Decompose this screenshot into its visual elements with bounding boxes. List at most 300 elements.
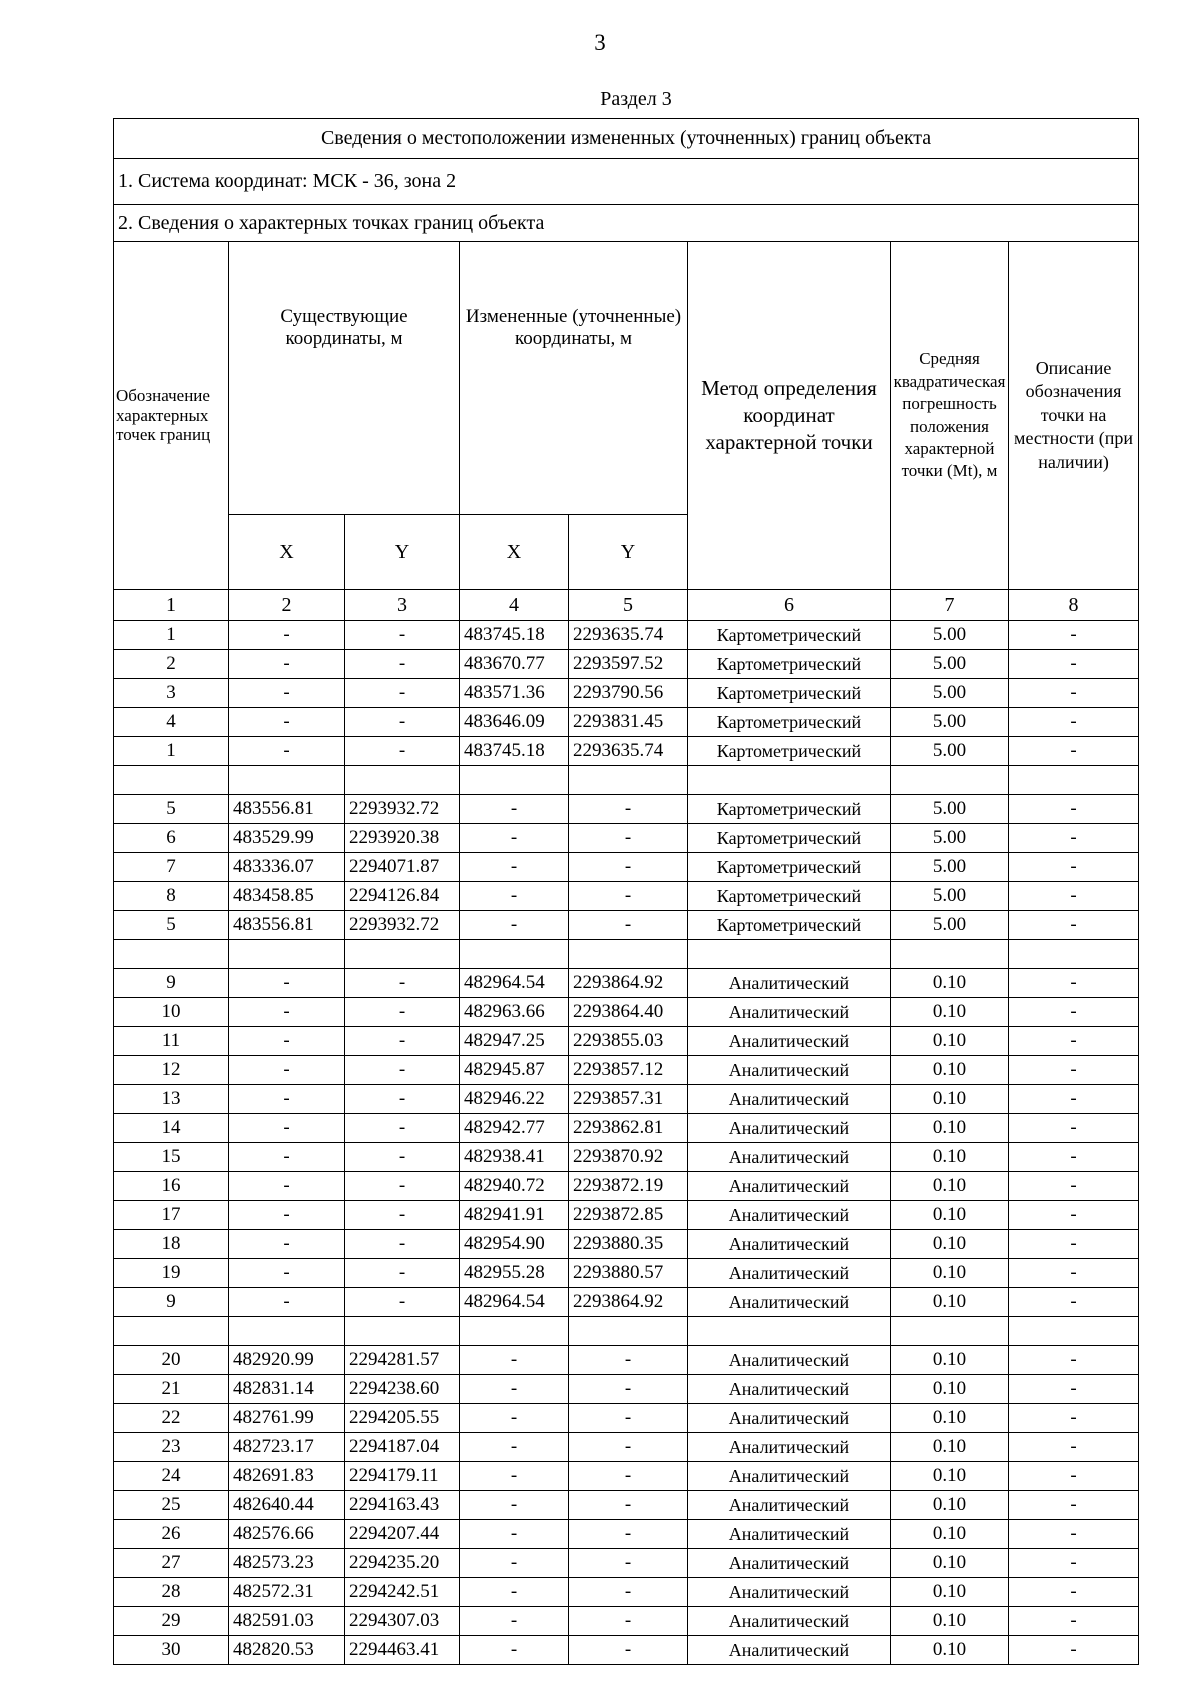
point-designation: 26 — [114, 1520, 229, 1549]
header-method: Метод определения координат характерной точки — [688, 242, 891, 590]
method: Картометрический — [688, 679, 891, 708]
changed-x: 482945.87 — [460, 1056, 569, 1085]
method: Картометрический — [688, 795, 891, 824]
column-number: 1 — [114, 590, 229, 621]
table-row — [114, 1201, 1139, 1230]
point-designation: 12 — [114, 1056, 229, 1085]
table-row — [114, 1259, 1139, 1288]
method: Аналитический — [688, 1375, 891, 1404]
mt-value: 0.10 — [891, 1462, 1009, 1491]
point-designation: 27 — [114, 1549, 229, 1578]
point-designation: 4 — [114, 708, 229, 737]
changed-x: - — [460, 1346, 569, 1375]
mt-value: 0.10 — [891, 1085, 1009, 1114]
table-row — [114, 1143, 1139, 1172]
method: Картометрический — [688, 824, 891, 853]
existing-y: - — [345, 679, 460, 708]
point-designation: 7 — [114, 853, 229, 882]
description: - — [1009, 998, 1139, 1027]
method: Аналитический — [688, 1578, 891, 1607]
table-row — [114, 1520, 1139, 1549]
method: Аналитический — [688, 1143, 891, 1172]
mt-value: 0.10 — [891, 1520, 1009, 1549]
description — [1009, 1317, 1139, 1346]
changed-y: 2293880.35 — [569, 1230, 688, 1259]
existing-x: 483336.07 — [229, 853, 345, 882]
description: - — [1009, 621, 1139, 650]
existing-y: 2294205.55 — [345, 1404, 460, 1433]
mt-value: 0.10 — [891, 1607, 1009, 1636]
method — [688, 766, 891, 795]
existing-x: 483556.81 — [229, 795, 345, 824]
mt-value: 0.10 — [891, 1201, 1009, 1230]
separator-row — [114, 1317, 1139, 1346]
changed-y: - — [569, 1520, 688, 1549]
point-designation: 19 — [114, 1259, 229, 1288]
existing-y: - — [345, 1056, 460, 1085]
existing-y: 2294071.87 — [345, 853, 460, 882]
table-row — [114, 1462, 1139, 1491]
changed-x: - — [460, 824, 569, 853]
table-row — [114, 998, 1139, 1027]
existing-y: - — [345, 1172, 460, 1201]
separator-row — [114, 766, 1139, 795]
table-row — [114, 969, 1139, 998]
mt-value — [891, 940, 1009, 969]
mt-value: 5.00 — [891, 708, 1009, 737]
method — [688, 940, 891, 969]
method: Аналитический — [688, 1085, 891, 1114]
mt-value: 0.10 — [891, 1346, 1009, 1375]
table-row — [114, 679, 1139, 708]
existing-y: 2294281.57 — [345, 1346, 460, 1375]
changed-y: - — [569, 882, 688, 911]
mt-value: 5.00 — [891, 650, 1009, 679]
header-existing-x: X — [229, 515, 345, 590]
point-designation: 2 — [114, 650, 229, 679]
existing-y: - — [345, 1201, 460, 1230]
existing-y: 2293932.72 — [345, 911, 460, 940]
changed-y — [569, 766, 688, 795]
changed-x: - — [460, 882, 569, 911]
point-designation: 29 — [114, 1607, 229, 1636]
changed-x — [460, 1317, 569, 1346]
existing-x: 483556.81 — [229, 911, 345, 940]
table-row — [114, 1636, 1139, 1665]
mt-value: 0.10 — [891, 1578, 1009, 1607]
mt-value: 5.00 — [891, 621, 1009, 650]
changed-x: - — [460, 911, 569, 940]
table-row — [114, 1056, 1139, 1085]
existing-y: - — [345, 1143, 460, 1172]
changed-y: - — [569, 911, 688, 940]
point-designation — [114, 1317, 229, 1346]
changed-y: 2293597.52 — [569, 650, 688, 679]
mt-value — [891, 1317, 1009, 1346]
description: - — [1009, 1404, 1139, 1433]
mt-value: 5.00 — [891, 882, 1009, 911]
method: Аналитический — [688, 1549, 891, 1578]
column-number: 8 — [1009, 590, 1139, 621]
point-designation: 20 — [114, 1346, 229, 1375]
table-row — [114, 1578, 1139, 1607]
existing-y: 2294126.84 — [345, 882, 460, 911]
existing-y: - — [345, 708, 460, 737]
existing-x: 482572.31 — [229, 1578, 345, 1607]
changed-y — [569, 1317, 688, 1346]
existing-y: - — [345, 998, 460, 1027]
changed-x: 483670.77 — [460, 650, 569, 679]
existing-x: 482761.99 — [229, 1404, 345, 1433]
existing-x: - — [229, 969, 345, 998]
mt-value: 0.10 — [891, 1491, 1009, 1520]
table-row — [114, 1433, 1139, 1462]
method: Картометрический — [688, 650, 891, 679]
existing-y: 2294163.43 — [345, 1491, 460, 1520]
point-designation: 15 — [114, 1143, 229, 1172]
table-row — [114, 882, 1139, 911]
mt-value — [891, 766, 1009, 795]
changed-y: 2293864.92 — [569, 1288, 688, 1317]
changed-x: 482954.90 — [460, 1230, 569, 1259]
existing-x: 482640.44 — [229, 1491, 345, 1520]
table-row — [114, 621, 1139, 650]
changed-y: - — [569, 1578, 688, 1607]
header-existing-coords: Существующие координаты, м — [229, 242, 460, 515]
method: Аналитический — [688, 1491, 891, 1520]
mt-value: 5.00 — [891, 737, 1009, 766]
changed-x: 483571.36 — [460, 679, 569, 708]
description: - — [1009, 737, 1139, 766]
description: - — [1009, 1375, 1139, 1404]
description: - — [1009, 650, 1139, 679]
changed-y: - — [569, 795, 688, 824]
mt-value: 0.10 — [891, 1172, 1009, 1201]
changed-x: - — [460, 1491, 569, 1520]
method: Аналитический — [688, 1433, 891, 1462]
changed-x: 482963.66 — [460, 998, 569, 1027]
mt-value: 0.10 — [891, 1433, 1009, 1462]
changed-y: - — [569, 1491, 688, 1520]
existing-y — [345, 766, 460, 795]
description: - — [1009, 708, 1139, 737]
boundary-points-table — [113, 118, 1139, 1665]
method: Аналитический — [688, 1607, 891, 1636]
description: - — [1009, 1346, 1139, 1375]
changed-x: - — [460, 1549, 569, 1578]
description: - — [1009, 1259, 1139, 1288]
mt-value: 0.10 — [891, 1375, 1009, 1404]
existing-x: 483458.85 — [229, 882, 345, 911]
changed-y: - — [569, 1404, 688, 1433]
description: - — [1009, 1462, 1139, 1491]
column-number: 2 — [229, 590, 345, 621]
changed-y: - — [569, 1433, 688, 1462]
table-row — [114, 911, 1139, 940]
point-designation — [114, 940, 229, 969]
point-designation: 28 — [114, 1578, 229, 1607]
page-number: 3 — [594, 30, 606, 55]
mt-value: 5.00 — [891, 911, 1009, 940]
existing-y: - — [345, 1027, 460, 1056]
changed-x: 482938.41 — [460, 1143, 569, 1172]
changed-y: - — [569, 1346, 688, 1375]
point-designation: 22 — [114, 1404, 229, 1433]
method: Аналитический — [688, 1346, 891, 1375]
existing-x — [229, 766, 345, 795]
existing-y: - — [345, 737, 460, 766]
description: - — [1009, 1172, 1139, 1201]
method: Картометрический — [688, 882, 891, 911]
point-designation: 9 — [114, 969, 229, 998]
changed-x: 482941.91 — [460, 1201, 569, 1230]
point-designation: 5 — [114, 795, 229, 824]
mt-value: 0.10 — [891, 1259, 1009, 1288]
existing-x: - — [229, 650, 345, 679]
description: - — [1009, 1607, 1139, 1636]
description: - — [1009, 1288, 1139, 1317]
existing-y: 2294187.04 — [345, 1433, 460, 1462]
existing-y: - — [345, 1259, 460, 1288]
point-designation: 25 — [114, 1491, 229, 1520]
mt-value: 0.10 — [891, 1549, 1009, 1578]
changed-x: 482940.72 — [460, 1172, 569, 1201]
coord-system: 1. Система координат: МСК - 36, зона 2 — [114, 159, 1139, 205]
method: Аналитический — [688, 1172, 891, 1201]
changed-x: 482964.54 — [460, 969, 569, 998]
description: - — [1009, 1143, 1139, 1172]
mt-value: 0.10 — [891, 1143, 1009, 1172]
method: Аналитический — [688, 1636, 891, 1665]
existing-x: 482591.03 — [229, 1607, 345, 1636]
description: - — [1009, 853, 1139, 882]
existing-x — [229, 940, 345, 969]
existing-x: 482573.23 — [229, 1549, 345, 1578]
changed-x: 482946.22 — [460, 1085, 569, 1114]
existing-x: - — [229, 1201, 345, 1230]
mt-value: 5.00 — [891, 853, 1009, 882]
changed-y: 2293831.45 — [569, 708, 688, 737]
existing-y — [345, 940, 460, 969]
description: - — [1009, 1056, 1139, 1085]
changed-x: - — [460, 1578, 569, 1607]
mt-value: 0.10 — [891, 1404, 1009, 1433]
existing-x: - — [229, 1172, 345, 1201]
description: - — [1009, 679, 1139, 708]
description — [1009, 766, 1139, 795]
method: Аналитический — [688, 1288, 891, 1317]
table-row — [114, 824, 1139, 853]
changed-y: 2293857.31 — [569, 1085, 688, 1114]
method: Картометрический — [688, 911, 891, 940]
changed-y: - — [569, 1462, 688, 1491]
mt-value: 0.10 — [891, 1230, 1009, 1259]
changed-x — [460, 766, 569, 795]
point-designation: 11 — [114, 1027, 229, 1056]
point-designation: 17 — [114, 1201, 229, 1230]
separator-row — [114, 940, 1139, 969]
existing-y: - — [345, 650, 460, 679]
method: Аналитический — [688, 1027, 891, 1056]
existing-x: 482691.83 — [229, 1462, 345, 1491]
method: Аналитический — [688, 1114, 891, 1143]
description: - — [1009, 969, 1139, 998]
point-designation: 5 — [114, 911, 229, 940]
mt-value: 0.10 — [891, 969, 1009, 998]
table-title: Сведения о местоположении измененных (уточненных) границ объекта — [114, 119, 1139, 159]
changed-x: - — [460, 1462, 569, 1491]
description: - — [1009, 1114, 1139, 1143]
existing-x: 482723.17 — [229, 1433, 345, 1462]
changed-x: - — [460, 853, 569, 882]
existing-x: - — [229, 998, 345, 1027]
changed-x — [460, 940, 569, 969]
point-designation: 23 — [114, 1433, 229, 1462]
changed-y: - — [569, 824, 688, 853]
mt-value: 5.00 — [891, 795, 1009, 824]
existing-y: - — [345, 1230, 460, 1259]
table-row — [114, 1375, 1139, 1404]
existing-x: - — [229, 1085, 345, 1114]
method: Аналитический — [688, 1230, 891, 1259]
existing-x: 483529.99 — [229, 824, 345, 853]
mt-value: 0.10 — [891, 1114, 1009, 1143]
changed-y: 2293635.74 — [569, 737, 688, 766]
description: - — [1009, 824, 1139, 853]
table-row — [114, 1114, 1139, 1143]
table-row — [114, 708, 1139, 737]
changed-y — [569, 940, 688, 969]
header-existing-y: Y — [345, 515, 460, 590]
changed-x: 483745.18 — [460, 737, 569, 766]
point-designation: 21 — [114, 1375, 229, 1404]
changed-y: 2293880.57 — [569, 1259, 688, 1288]
changed-y: 2293872.19 — [569, 1172, 688, 1201]
existing-y: 2294307.03 — [345, 1607, 460, 1636]
mt-value: 0.10 — [891, 1636, 1009, 1665]
existing-y: - — [345, 1114, 460, 1143]
changed-y: 2293870.92 — [569, 1143, 688, 1172]
existing-y: 2294179.11 — [345, 1462, 460, 1491]
table-row — [114, 853, 1139, 882]
changed-y: 2293862.81 — [569, 1114, 688, 1143]
description: - — [1009, 1491, 1139, 1520]
existing-x: 482920.99 — [229, 1346, 345, 1375]
existing-y — [345, 1317, 460, 1346]
changed-x: 482947.25 — [460, 1027, 569, 1056]
existing-x — [229, 1317, 345, 1346]
method: Картометрический — [688, 737, 891, 766]
header-description: Описание обозначения точки на местности (при наличии) — [1009, 242, 1139, 590]
point-designation: 6 — [114, 824, 229, 853]
method: Картометрический — [688, 708, 891, 737]
changed-x: - — [460, 1520, 569, 1549]
table-row — [114, 1491, 1139, 1520]
existing-y: 2294463.41 — [345, 1636, 460, 1665]
changed-x: - — [460, 1607, 569, 1636]
existing-x: - — [229, 621, 345, 650]
mt-value: 0.10 — [891, 998, 1009, 1027]
table-row — [114, 1085, 1139, 1114]
description — [1009, 940, 1139, 969]
mt-value: 0.10 — [891, 1027, 1009, 1056]
description: - — [1009, 1027, 1139, 1056]
method: Аналитический — [688, 1462, 891, 1491]
changed-x: 483646.09 — [460, 708, 569, 737]
method: Аналитический — [688, 1404, 891, 1433]
method: Аналитический — [688, 1520, 891, 1549]
description: - — [1009, 911, 1139, 940]
existing-x: - — [229, 1230, 345, 1259]
existing-x: - — [229, 1027, 345, 1056]
changed-x: - — [460, 1636, 569, 1665]
existing-y: - — [345, 1288, 460, 1317]
table-row — [114, 737, 1139, 766]
existing-y: 2294235.20 — [345, 1549, 460, 1578]
description: - — [1009, 1433, 1139, 1462]
existing-y: 2293932.72 — [345, 795, 460, 824]
method: Аналитический — [688, 1201, 891, 1230]
table-row — [114, 1607, 1139, 1636]
existing-y: - — [345, 1085, 460, 1114]
changed-y: - — [569, 1636, 688, 1665]
table-row — [114, 650, 1139, 679]
point-designation: 18 — [114, 1230, 229, 1259]
description: - — [1009, 1230, 1139, 1259]
point-designation: 13 — [114, 1085, 229, 1114]
table-row — [114, 1404, 1139, 1433]
changed-x: - — [460, 1375, 569, 1404]
existing-x: 482576.66 — [229, 1520, 345, 1549]
point-designation: 24 — [114, 1462, 229, 1491]
existing-y: - — [345, 969, 460, 998]
changed-y: 2293635.74 — [569, 621, 688, 650]
method: Картометрический — [688, 621, 891, 650]
column-number: 7 — [891, 590, 1009, 621]
existing-x: - — [229, 1056, 345, 1085]
existing-y: 2294238.60 — [345, 1375, 460, 1404]
description: - — [1009, 1520, 1139, 1549]
changed-y: - — [569, 1607, 688, 1636]
table-row — [114, 1027, 1139, 1056]
existing-x: - — [229, 708, 345, 737]
table-row — [114, 1346, 1139, 1375]
description: - — [1009, 795, 1139, 824]
point-designation: 8 — [114, 882, 229, 911]
changed-x: 482955.28 — [460, 1259, 569, 1288]
header-designation: Обозначение характерных точек границ — [114, 242, 229, 590]
changed-x: - — [460, 795, 569, 824]
existing-x: - — [229, 1259, 345, 1288]
point-designation: 16 — [114, 1172, 229, 1201]
existing-x: - — [229, 1143, 345, 1172]
table-row — [114, 1549, 1139, 1578]
existing-y: 2293920.38 — [345, 824, 460, 853]
method: Картометрический — [688, 853, 891, 882]
point-designation: 30 — [114, 1636, 229, 1665]
changed-x: - — [460, 1433, 569, 1462]
changed-y: 2293857.12 — [569, 1056, 688, 1085]
description: - — [1009, 1549, 1139, 1578]
method: Аналитический — [688, 1056, 891, 1085]
changed-y: - — [569, 1375, 688, 1404]
description: - — [1009, 1636, 1139, 1665]
point-designation: 1 — [114, 621, 229, 650]
changed-x: 483745.18 — [460, 621, 569, 650]
description: - — [1009, 1578, 1139, 1607]
mt-value: 5.00 — [891, 824, 1009, 853]
table-row — [114, 1230, 1139, 1259]
